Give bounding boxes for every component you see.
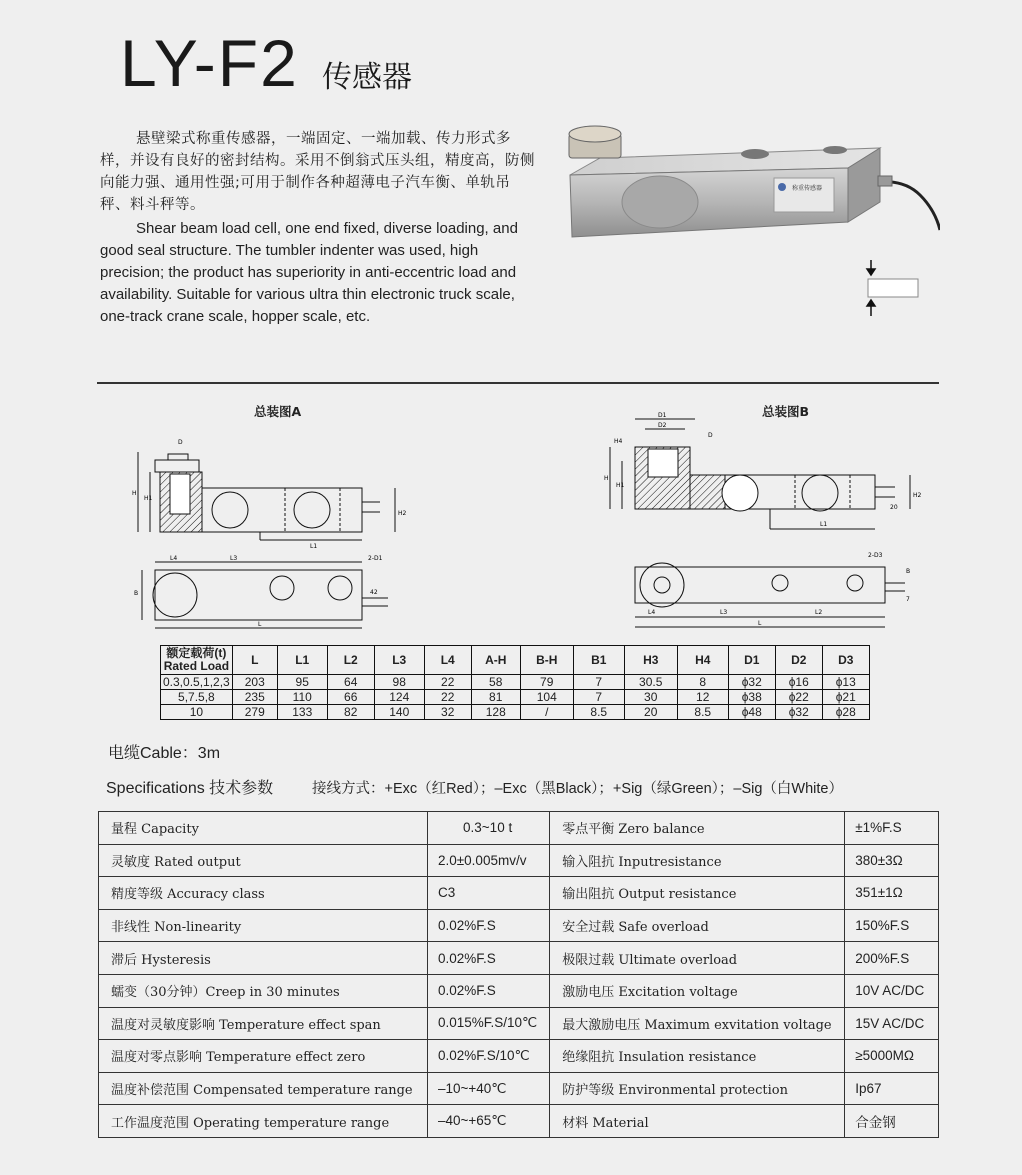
spec-name: 蠕变（30分钟）Creep in 30 minutes xyxy=(99,974,428,1007)
label-h1: H1 xyxy=(144,495,153,502)
spec-name: 最大激励电压 Maximum exvitation voltage xyxy=(550,1007,845,1040)
product-title-suffix: 传感器 xyxy=(322,60,412,95)
dimensions-header-row xyxy=(161,646,870,675)
assembly-drawing-b xyxy=(600,405,930,635)
label-h4: H4 xyxy=(614,438,623,445)
table-cell: 82 xyxy=(327,705,374,720)
assembly-drawing-a xyxy=(130,430,420,635)
label-l: L xyxy=(758,620,762,627)
nameplate-label: 称重传感器 xyxy=(792,185,823,192)
table-row xyxy=(99,974,939,1007)
column-header: D1 xyxy=(728,646,775,675)
column-header: H4 xyxy=(677,646,728,675)
table-row xyxy=(99,844,939,877)
spec-value: 合金钢 xyxy=(845,1105,939,1138)
label-h: H xyxy=(604,475,609,482)
table-cell: ϕ22 xyxy=(775,690,822,705)
table-cell: 104 xyxy=(520,690,573,705)
label-d: D xyxy=(178,439,183,446)
spec-value: 0.02%F.S xyxy=(428,942,550,975)
spec-value: Ip67 xyxy=(845,1072,939,1105)
spec-value: 0.02%F.S xyxy=(428,974,550,1007)
table-cell: 140 xyxy=(374,705,424,720)
description-chinese xyxy=(100,128,535,216)
spec-value: 2.0±0.005mv/v xyxy=(428,844,550,877)
table-row xyxy=(161,690,870,705)
label-l: L xyxy=(258,621,262,628)
spec-name: 防护等级 Environmental protection xyxy=(550,1072,845,1105)
label-b: B xyxy=(134,590,139,597)
section-divider xyxy=(97,382,939,384)
table-row xyxy=(99,1007,939,1040)
table-cell: / xyxy=(520,705,573,720)
spec-name: 灵敏度 Rated output xyxy=(99,844,428,877)
specifications-table xyxy=(98,811,939,1138)
spec-name: 精度等级 Accuracy class xyxy=(99,877,428,910)
dimensions-table xyxy=(160,645,870,720)
table-cell: 32 xyxy=(424,705,471,720)
spec-name: 激励电压 Excitation voltage xyxy=(550,974,845,1007)
label-d1: D1 xyxy=(658,412,667,419)
label-l3: L3 xyxy=(720,609,728,616)
header-rated-load xyxy=(161,646,233,675)
spec-value: 200%F.S xyxy=(845,942,939,975)
table-cell: 10 xyxy=(161,705,233,720)
spec-name: 温度对灵敏度影响 Temperature effect span xyxy=(99,1007,428,1040)
table-cell: 8 xyxy=(677,675,728,690)
spec-value: –10~+40℃ xyxy=(428,1072,550,1105)
drawing-a-title: 总装图A xyxy=(254,404,302,419)
drawing-b-title: 总装图B xyxy=(762,404,810,419)
table-row xyxy=(99,1040,939,1073)
label-l4: L4 xyxy=(648,609,656,616)
cable-length: 电缆Cable：3m xyxy=(108,745,221,762)
table-cell: 133 xyxy=(277,705,327,720)
column-header: B1 xyxy=(573,646,624,675)
spec-value: 150%F.S xyxy=(845,909,939,942)
table-cell: 30.5 xyxy=(624,675,677,690)
label-b: B xyxy=(906,568,911,575)
table-cell: ϕ32 xyxy=(728,675,775,690)
label-l1: L1 xyxy=(820,521,828,528)
table-row xyxy=(161,675,870,690)
table-cell: 22 xyxy=(424,690,471,705)
table-cell: 12 xyxy=(677,690,728,705)
column-header: L3 xyxy=(374,646,424,675)
label-h2: H2 xyxy=(913,492,922,499)
header-rated-load-en: Rated Load xyxy=(163,659,230,673)
table-cell: ϕ48 xyxy=(728,705,775,720)
table-cell: ϕ38 xyxy=(728,690,775,705)
spec-name: 温度补偿范围 Compensated temperature range xyxy=(99,1072,428,1105)
table-row xyxy=(99,812,939,845)
spec-value: 0.015%F.S/10℃ xyxy=(428,1007,550,1040)
spec-name: 滞后 Hysteresis xyxy=(99,942,428,975)
table-cell: 98 xyxy=(374,675,424,690)
spec-value: 10V AC/DC xyxy=(845,974,939,1007)
spec-name: 量程 Capacity xyxy=(99,812,428,845)
spec-name: 材料 Material xyxy=(550,1105,845,1138)
spec-value: 0.3~10 t xyxy=(428,812,550,845)
table-cell: 7 xyxy=(573,675,624,690)
table-cell: 124 xyxy=(374,690,424,705)
table-row xyxy=(99,1105,939,1138)
label-h1: H1 xyxy=(616,482,625,489)
label-l1: L1 xyxy=(310,543,318,550)
table-cell: 8.5 xyxy=(573,705,624,720)
column-header: H3 xyxy=(624,646,677,675)
column-header: D2 xyxy=(775,646,822,675)
table-cell: 0.3,0.5,1,2,3 xyxy=(161,675,233,690)
table-cell: ϕ13 xyxy=(822,675,869,690)
label-h2: H2 xyxy=(398,510,407,517)
table-cell: 5,7.5,8 xyxy=(161,690,233,705)
table-cell: 95 xyxy=(277,675,327,690)
label-h: H xyxy=(132,490,137,497)
spec-name: 安全过载 Safe overload xyxy=(550,909,845,942)
label-d: D xyxy=(708,432,713,439)
specifications-heading: Specifications 技术参数 xyxy=(106,780,274,797)
label-l3: L3 xyxy=(230,555,238,562)
table-cell: 30 xyxy=(624,690,677,705)
spec-name: 工作温度范围 Operating temperature range xyxy=(99,1105,428,1138)
table-cell: 20 xyxy=(624,705,677,720)
nameplate xyxy=(774,178,834,212)
table-cell: ϕ28 xyxy=(822,705,869,720)
table-cell: 58 xyxy=(471,675,520,690)
label-2-d3: 2-D3 xyxy=(868,552,883,559)
table-row xyxy=(99,877,939,910)
label-7: 7 xyxy=(906,596,910,603)
label-l2: L2 xyxy=(815,609,823,616)
column-header: L1 xyxy=(277,646,327,675)
header-rated-load-cn: 额定载荷(t) xyxy=(166,646,227,660)
label-d2: D2 xyxy=(658,422,667,429)
table-cell: 81 xyxy=(471,690,520,705)
column-header: L2 xyxy=(327,646,374,675)
label-l4: L4 xyxy=(170,555,178,562)
table-cell: 128 xyxy=(471,705,520,720)
spec-value: ±1%F.S xyxy=(845,812,939,845)
spec-value: 0.02%F.S xyxy=(428,909,550,942)
table-row xyxy=(99,1072,939,1105)
column-header: A-H xyxy=(471,646,520,675)
table-cell: 22 xyxy=(424,675,471,690)
table-cell: ϕ16 xyxy=(775,675,822,690)
table-cell: 7 xyxy=(573,690,624,705)
spec-name: 极限过载 Ultimate overload xyxy=(550,942,845,975)
label-2-d1: 2-D1 xyxy=(368,555,383,562)
table-cell: 110 xyxy=(277,690,327,705)
table-cell: 8.5 xyxy=(677,705,728,720)
table-cell: 203 xyxy=(232,675,277,690)
load-cell-photo xyxy=(560,120,940,250)
label-42: 42 xyxy=(370,589,378,596)
spec-name: 绝缘阻抗 Insulation resistance xyxy=(550,1040,845,1073)
description-english xyxy=(100,218,535,328)
label-20: 20 xyxy=(890,504,898,511)
table-cell: 66 xyxy=(327,690,374,705)
spec-name: 温度对零点影响 Temperature effect zero xyxy=(99,1040,428,1073)
table-cell: 79 xyxy=(520,675,573,690)
table-cell: 279 xyxy=(232,705,277,720)
column-header: B-H xyxy=(520,646,573,675)
column-header: D3 xyxy=(822,646,869,675)
table-cell: ϕ21 xyxy=(822,690,869,705)
table-cell: 64 xyxy=(327,675,374,690)
load-direction-icon xyxy=(862,258,922,318)
spec-value: 380±3Ω xyxy=(845,844,939,877)
column-header: L xyxy=(232,646,277,675)
spec-name: 输出阻抗 Output resistance xyxy=(550,877,845,910)
spec-name: 输入阻抗 Inputresistance xyxy=(550,844,845,877)
product-model-title: LY-F2 xyxy=(120,26,299,100)
spec-value: 0.02%F.S/10℃ xyxy=(428,1040,550,1073)
column-header: L4 xyxy=(424,646,471,675)
spec-value: ≥5000MΩ xyxy=(845,1040,939,1073)
spec-value: 351±1Ω xyxy=(845,877,939,910)
table-cell: 235 xyxy=(232,690,277,705)
table-cell: ϕ32 xyxy=(775,705,822,720)
spec-value: C3 xyxy=(428,877,550,910)
description-chinese-text: 悬壁梁式称重传感器，一端固定、一端加载、传力形式多样，并设有良好的密封结构。采用不倒翁式压头组，精度高，防侧向能力强、通用性强;可用于制作各种超薄电子汽车衡、单轨吊秤、料斗秤等。 xyxy=(100,131,535,213)
table-row xyxy=(161,705,870,720)
table-row xyxy=(99,909,939,942)
spec-value: –40~+65℃ xyxy=(428,1105,550,1138)
spec-name: 非线性 Non-linearity xyxy=(99,909,428,942)
description-english-text: Shear beam load cell, one end fixed, diverse loading, and good seal structure. The tumbler indenter was used, high precision; the product has superiority in anti-eccentric load and availability. Suitable for various ultra thin electronic truck scale, one-track crane scale, hopper scale, etc. xyxy=(100,220,518,325)
wiring-method: 接线方式：+Exc（红Red）；–Exc（黑Black）；+Sig（绿Green）；–Sig（白White） xyxy=(312,781,843,797)
spec-name: 零点平衡 Zero balance xyxy=(550,812,845,845)
spec-value: 15V AC/DC xyxy=(845,1007,939,1040)
table-row xyxy=(99,942,939,975)
